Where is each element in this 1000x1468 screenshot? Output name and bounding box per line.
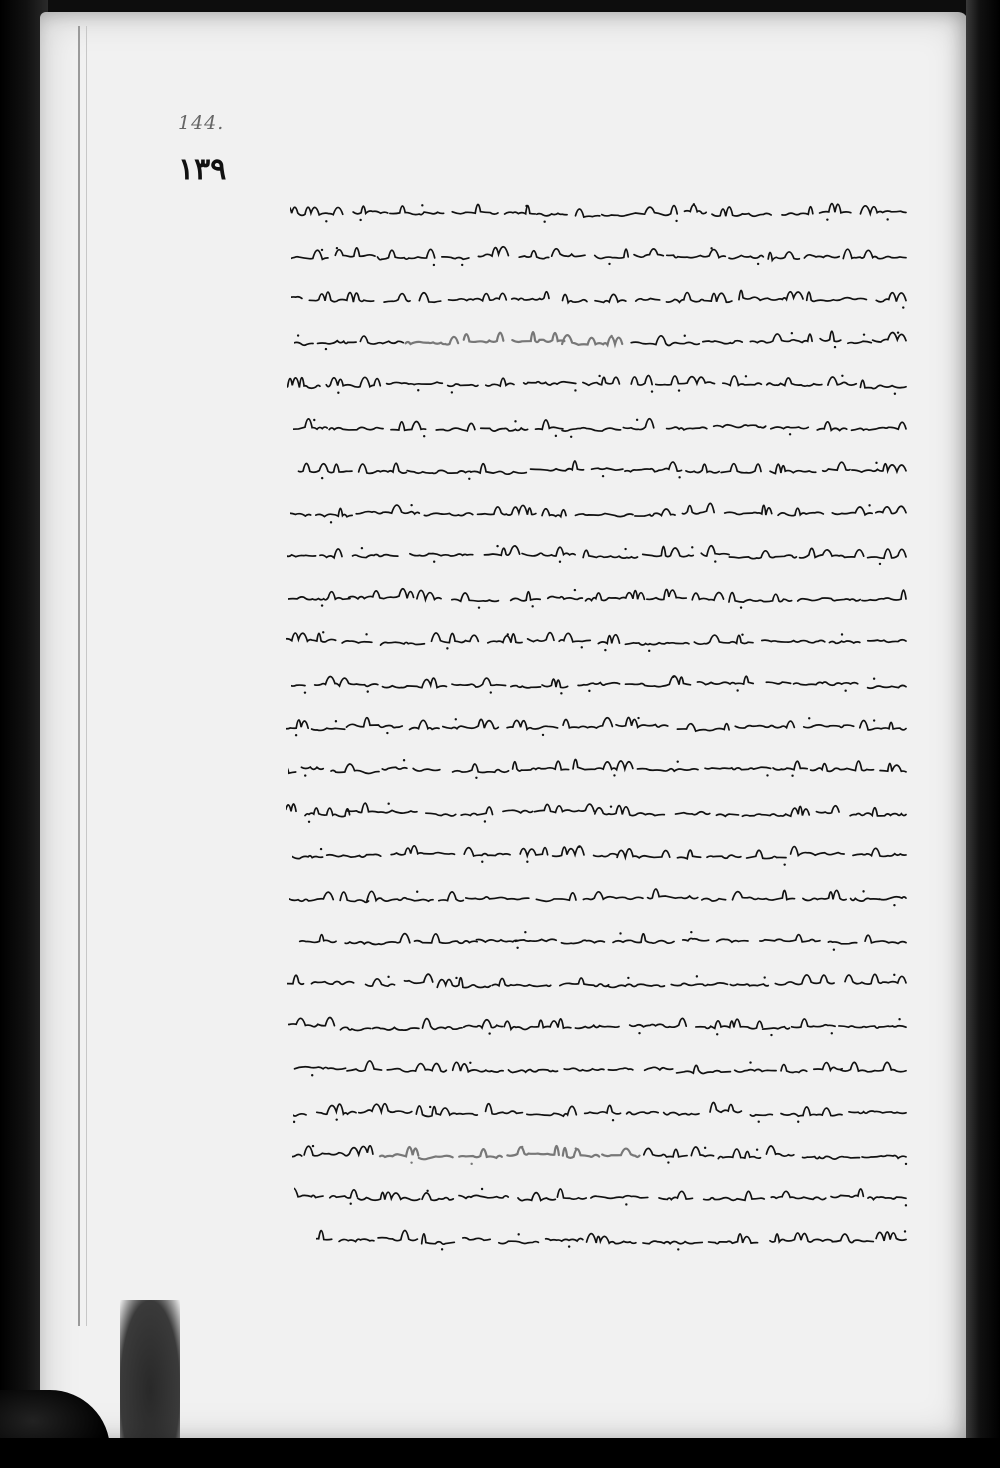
manuscript-line (291, 239, 908, 269)
manuscript-line (287, 966, 908, 996)
folio-number-arabic: ١٣٩ (178, 152, 227, 187)
manuscript-line (294, 453, 908, 483)
rubric-heading-line (294, 324, 908, 354)
text-block (286, 196, 908, 1266)
manuscript-line (293, 410, 908, 440)
manuscript-line (288, 1009, 908, 1039)
manuscript-line (289, 881, 908, 911)
manuscript-line (291, 282, 908, 312)
manuscript-line (316, 1223, 908, 1253)
manuscript-line (292, 1052, 908, 1082)
manuscript-line (286, 624, 908, 654)
page-fold-shadow (120, 1300, 180, 1450)
manuscript-line (287, 367, 908, 397)
margin-rule (78, 26, 80, 1326)
manuscript-line (291, 667, 908, 697)
manuscript-line (290, 496, 908, 526)
manuscript-line (293, 1095, 908, 1125)
manuscript-line (292, 838, 908, 868)
rubric-heading-line (292, 1138, 908, 1168)
manuscript-line (286, 710, 908, 740)
manuscript-line (290, 924, 908, 954)
manuscript-line (286, 795, 908, 825)
bottom-edge (0, 1438, 1000, 1468)
manuscript-line (288, 752, 908, 782)
manuscript-line (288, 581, 908, 611)
margin-rule-inner (86, 26, 87, 1326)
manuscript-line (287, 538, 908, 568)
page-edge (966, 0, 1000, 1468)
manuscript-line (290, 196, 908, 226)
manuscript-line (294, 1180, 908, 1210)
folio-number-western: 144. (178, 112, 225, 134)
